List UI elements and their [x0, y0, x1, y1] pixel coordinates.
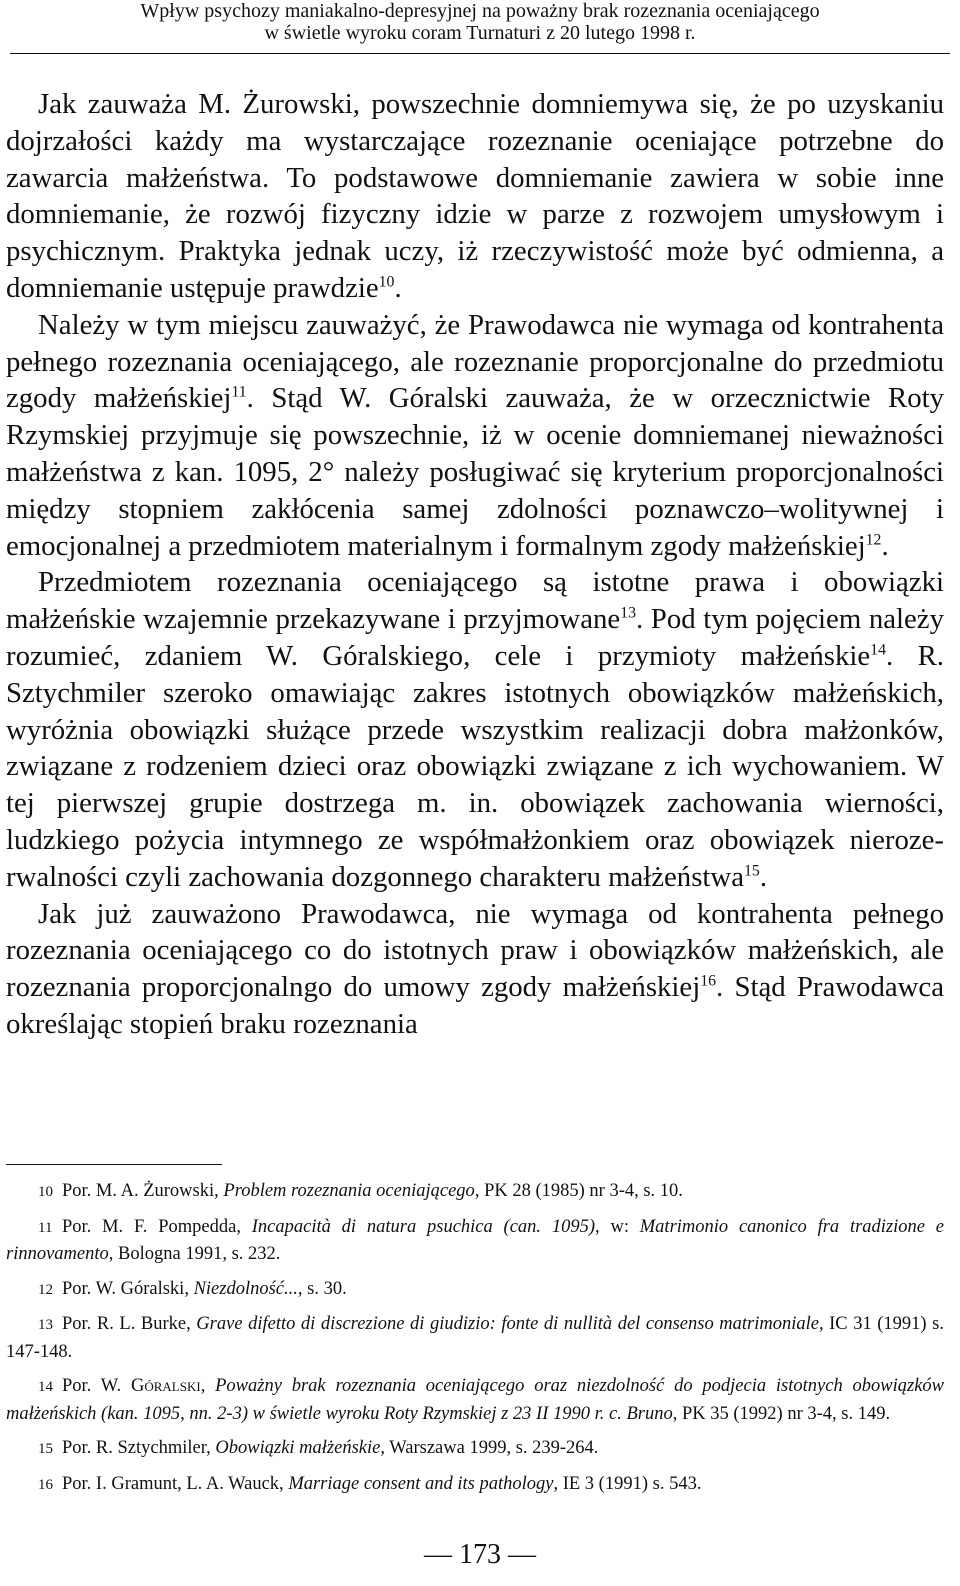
footnote-13: [6, 1311, 944, 1365]
footnote-title: Problem rozeznania oceniającego: [223, 1181, 475, 1201]
header-line-2: w świetle wyroku coram Turnaturi z 20 lutego 1998 r.: [264, 22, 696, 44]
footnote-number: 13: [38, 1317, 53, 1333]
footnote-title: , Poważny brak rozeznania oceniającego oraz niezdolność do podjecia istotnych obowiązków małżeńskich (kan. 1095, nn. 2-3) w świetle wyroku Roty Rzymskiej z 23 II 1990 r. c. Bruno: [6, 1376, 944, 1424]
footnote-16: [6, 1471, 944, 1499]
footnote-ref-12[interactable]: 12: [865, 531, 882, 549]
paragraph-text: Należy w tym miejscu zauważyć, że Prawodawca nie wymaga od kontrahenta pełnego rozeznania oceniającego, ale rozeznanie proporcjonalne do przedmiotu zgody małżeńskiej: [6, 308, 944, 415]
footnote-text: , w:: [595, 1216, 640, 1237]
paragraph-4: [6, 896, 944, 1043]
footnote-number: 12: [38, 1281, 53, 1298]
footnote-text: , Bologna 1991, s. 232.: [108, 1244, 281, 1264]
header-line-1: Wpływ psychozy maniakalno-depresyjnej na poważny brak rozeznania oceniającego: [140, 0, 820, 22]
footnote-14: [6, 1373, 944, 1427]
footnote-text: , PK 28 (1985) nr 3-4, s. 10.: [474, 1181, 683, 1201]
paragraph-text: . R. Sztychmiler szeroko omawiając zakres istotnych obowiązków małżeńskich, wyróżnia obowiązki służące przede wszystkim realizacji dobra małżonków, związane z rodzeniem dzieci oraz obowiązki związane z ich wychowaniem. W tej pierwszej grupie dostrzega m. in. obowiązek zachowania wierności, ludzkiego pożycia intymnego ze współmałżonkiem oraz obowiązek nierozerwalności czyli zachowania dozgonnego charakteru małżeństwa: [6, 639, 945, 893]
page-number: — 173 —: [424, 1539, 536, 1570]
footnote-ref-10[interactable]: 10: [378, 273, 395, 291]
paragraph-text: Przedmiotem rozeznania oceniającego są istotne prawa i obowiązki małżeńskie wzajemnie przekazywane i przyjmowane: [6, 566, 944, 636]
footnote-text: Por. R. L. Burke,: [62, 1314, 197, 1334]
paragraph-text: . Stąd Prawodawca określając stopień braku rozeznania: [6, 971, 944, 1040]
footnote-rule: [6, 1164, 222, 1165]
footnote-ref-13[interactable]: 13: [620, 604, 636, 622]
footnote-text: Por. M. A. Żurowski,: [62, 1181, 224, 1201]
footnote-ref-15[interactable]: 15: [744, 862, 760, 880]
footnote-text: Por. W. Góralski,: [62, 1278, 194, 1299]
footnote-number: 16: [38, 1476, 53, 1493]
footnote-author: Góralski: [130, 1376, 201, 1396]
paragraph-3: [6, 564, 944, 895]
footnote-number: 11: [38, 1219, 53, 1236]
footnote-11: [6, 1214, 944, 1268]
paragraph-text: .: [759, 860, 768, 893]
footnote-title: Niezdolność...: [193, 1278, 298, 1299]
header-rule: [10, 53, 950, 54]
footnote-10: [6, 1178, 944, 1206]
footnote-15: [6, 1435, 944, 1463]
paragraph-text: .: [881, 529, 889, 562]
footnote-text: Por. I. Gramunt, L. A. Wauck,: [62, 1473, 289, 1494]
running-header: [0, 0, 960, 44]
paragraph-text: Jak już zauważono Prawodawca, nie wymaga od kontrahenta pełnego rozeznania oceniającego co do istotnych praw i obowiązków małżeńskich, ale rozeznania proporcjonalngo do umowy zgody małżeńskiej: [6, 897, 944, 1004]
footnote-text: , PK 35 (1992) nr 3-4, s. 149.: [672, 1403, 891, 1424]
footnote-title: Obowiązki małżeńskie: [215, 1438, 381, 1458]
footnote-ref-14[interactable]: 14: [870, 641, 886, 659]
footnote-text: , IE 3 (1991) s. 543.: [553, 1473, 702, 1494]
paragraph-2: [6, 307, 944, 565]
paragraph-1: [6, 86, 944, 307]
footnote-text: , Warszawa 1999, s. 239-264.: [380, 1438, 599, 1458]
footnote-title: Matrimonio canonico fra tradizione e rinnovamento: [6, 1216, 945, 1264]
footnote-text: Por. W.: [62, 1376, 131, 1396]
footnote-number: 15: [38, 1441, 53, 1457]
footnote-number: 10: [38, 1184, 53, 1200]
footnotes: [6, 1178, 944, 1506]
footnote-text: , s. 30.: [297, 1278, 347, 1299]
footnote-text: Por. R. Sztychmiler,: [62, 1438, 216, 1458]
footnote-title: Marriage consent and its pathology: [288, 1473, 554, 1494]
footnote-text: , IC 31 (1991) s. 147-148.: [6, 1314, 944, 1362]
paragraph-text: . Stąd W. Góralski zauważa, że w orzecznictwie Roty Rzymskiej przyjmuje się powszechnie, iż w ocenie domniemanej nieważności małżeństwa z kan. 1095, 2° należy posługiwać się kryterium proporcjonalności między stopniem zakłócenia samej zdolności poznawczo–wolitywnej i emocjonalnej a przedmiotem materialnym i formalnym zgody małżeńskiej: [6, 382, 945, 562]
footnote-title: Grave difetto di discrezione di giudizio: fonte di nullità del consenso matrimoniale: [196, 1314, 819, 1334]
footnote-text: Por. M. F. Pompedda,: [62, 1216, 252, 1237]
paragraph-text: .: [394, 271, 402, 304]
footnote-ref-11[interactable]: 11: [231, 384, 247, 402]
paragraph-text: . Pod tym pojęciem należy rozumieć, zdaniem W. Góralskiego, cele i przymioty małżeńskie: [6, 603, 944, 672]
paragraph-text: Jak zauważa M. Żurowski, powszechnie domniemywa się, że po uzyskaniu dojrzałości każdy ma wystarczające rozeznanie oceniające potrzebne do zawarcia małżeństwa. To podstawowe domniemanie zawiera w sobie inne domniemanie, że rozwój fizyczny idzie w parze z rozwojem umysłowym i psychicznym. Praktyka jednak uczy, iż rzeczywistość może być odmienna, a domniemanie ustępuje prawdzie: [6, 88, 944, 304]
footnote-title: Incapacità di natura psuchica (can. 1095): [251, 1216, 596, 1237]
footnote-ref-16[interactable]: 16: [700, 972, 717, 990]
footnote-number: 14: [38, 1379, 53, 1395]
body-text: [6, 86, 944, 1043]
footnote-12: [6, 1276, 944, 1304]
